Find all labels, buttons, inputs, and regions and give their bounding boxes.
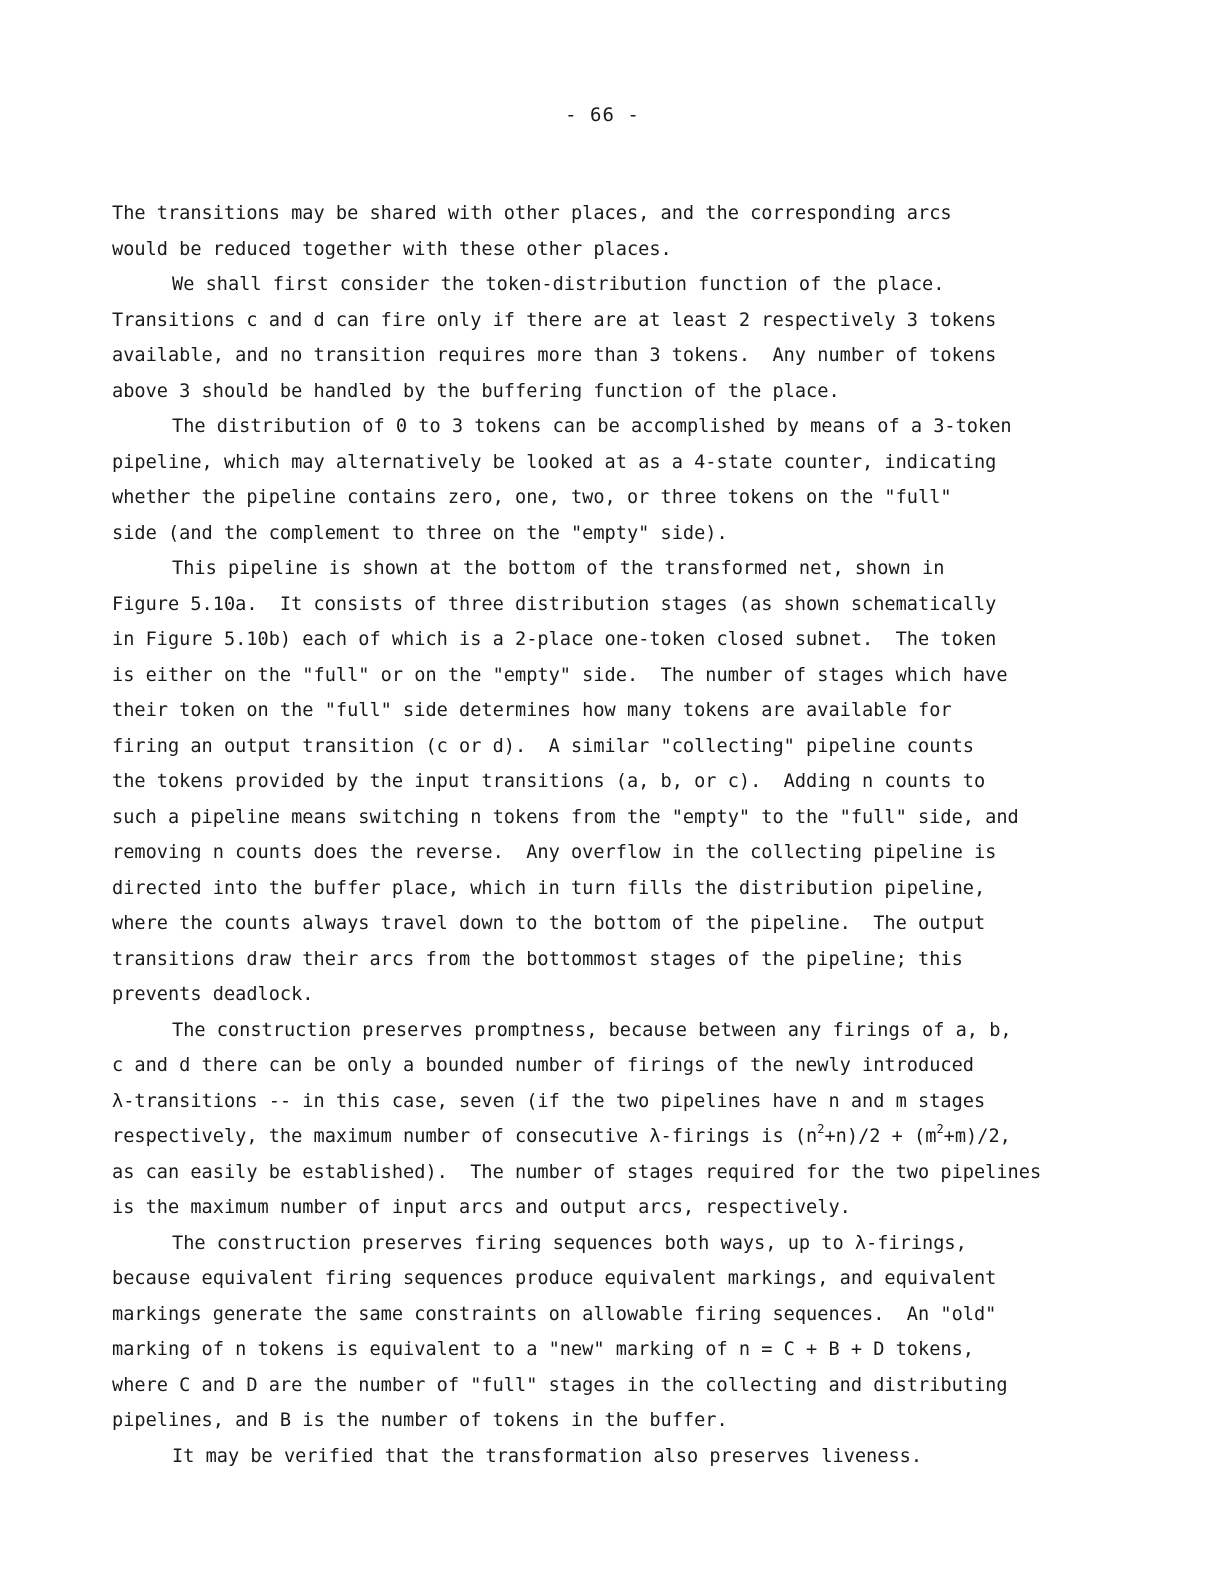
text-line: available, and no transition requires more than 3 tokens. Any number of tokens	[112, 345, 997, 366]
paragraph	[112, 409, 1112, 551]
text-line: The construction preserves firing sequences both ways, up to λ-firings,	[172, 1232, 967, 1254]
exponent: 2	[936, 1122, 944, 1136]
exponent: 2	[817, 1122, 825, 1136]
paragraph	[112, 196, 1112, 267]
paragraph	[112, 1226, 1112, 1439]
text-line: λ-transitions -- in this case, seven (if the two pipelines have n and m stages	[112, 1090, 986, 1112]
text-line: would be reduced together with these other places.	[112, 238, 672, 260]
body-text	[112, 196, 1112, 1474]
text-line: directed into the buffer place, which in turn fills the distribution pipeline,	[112, 877, 986, 899]
text-line: such a pipeline means switching n tokens from the "empty" to the "full" side, and	[112, 806, 1019, 828]
text-line: The transitions may be shared with other places, and the corresponding arcs	[112, 203, 952, 224]
text-line: The distribution of 0 to 3 tokens can be accomplished by means of a 3-token	[172, 416, 1012, 437]
text-line: Figure 5.10a. It consists of three distribution stages (as shown schematically	[112, 593, 997, 615]
text-line: whether the pipeline contains zero, one, two, or three tokens on the "full"	[112, 487, 952, 508]
paragraph	[112, 267, 1112, 409]
paragraph	[112, 551, 1112, 1013]
text-line: pipeline, which may alternatively be looked at as a 4-state counter, indicating	[112, 451, 997, 473]
text-line: is either on the "full" or on the "empty" side. The number of stages which have	[112, 664, 1008, 686]
text-line: as can easily be established). The number of stages required for the two pipelines	[112, 1161, 1042, 1183]
formula-lead: respectively, the maximum number of consecutive λ-firings is (n	[112, 1126, 818, 1147]
text-line: because equivalent firing sequences produce equivalent markings, and equivalent	[112, 1268, 997, 1289]
text-line: c and d there can be only a bounded number of firings of the newly introduced	[112, 1055, 974, 1076]
formula-mid: +n)/2 + (m	[824, 1126, 937, 1147]
text-line: prevents deadlock.	[112, 984, 314, 1005]
paragraph	[112, 1439, 1112, 1475]
text-line: firing an output transition (c or d). A similar "collecting" pipeline counts	[112, 735, 974, 757]
text-line: where the counts always travel down to the bottom of the pipeline. The output	[112, 913, 986, 934]
text-line: It may be verified that the transformation also preserves liveness.	[172, 1445, 923, 1467]
text-line: removing n counts does the reverse. Any overflow in the collecting pipeline is	[112, 842, 997, 863]
text-line: This pipeline is shown at the bottom of the transformed net, shown in	[172, 558, 945, 579]
text-line: markings generate the same constraints on allowable firing sequences. An "old"	[112, 1303, 997, 1325]
text-line: The construction preserves promptness, because between any firings of a, b,	[172, 1019, 1012, 1041]
text-line: the tokens provided by the input transitions (a, b, or c). Adding n counts to	[112, 771, 986, 792]
text-line: marking of n tokens is equivalent to a "new" marking of n = C + B + D tokens,	[112, 1339, 974, 1360]
text-line: in Figure 5.10b) each of which is a 2-place one-token closed subnet. The token	[112, 629, 997, 650]
formula-tail: +m)/2,	[943, 1126, 1011, 1147]
paragraph	[112, 1013, 1112, 1226]
text-line: above 3 should be handled by the buffering function of the place.	[112, 380, 840, 402]
text-line: We shall first consider the token-distribution function of the place.	[172, 274, 945, 295]
text-line: Transitions c and d can fire only if there are at least 2 respectively 3 tokens	[112, 309, 997, 331]
text-line: side (and the complement to three on the "empty" side).	[112, 522, 728, 544]
text-line: is the maximum number of input arcs and output arcs, respectively.	[112, 1197, 851, 1218]
text-line: their token on the "full" side determines how many tokens are available for	[112, 700, 952, 721]
formula-line	[112, 1119, 1112, 1155]
text-line: pipelines, and B is the number of tokens in the buffer.	[112, 1410, 728, 1431]
page-number: - 66 -	[565, 104, 640, 126]
text-line: where C and D are the number of "full" stages in the collecting and distributing	[112, 1374, 1008, 1396]
text-line: transitions draw their arcs from the bottommost stages of the pipeline; this	[112, 948, 963, 970]
